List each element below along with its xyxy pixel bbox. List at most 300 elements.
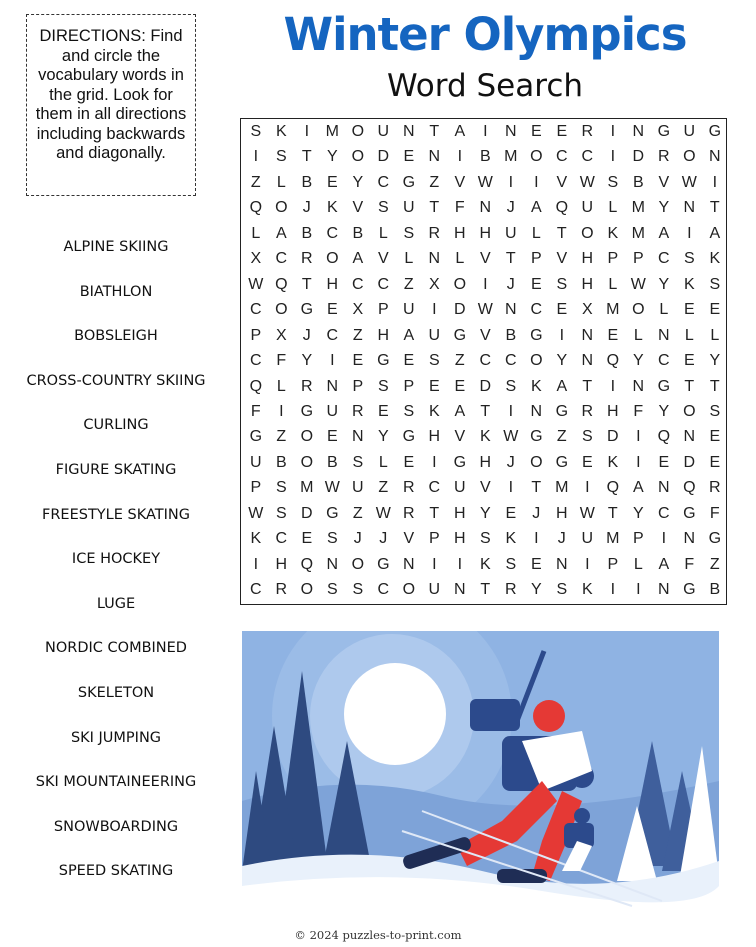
grid-row	[241, 501, 726, 527]
grid-letter: L	[378, 224, 388, 242]
grid-letter: M	[606, 301, 620, 319]
grid-letter: N	[530, 402, 543, 420]
grid-letter: H	[428, 428, 441, 446]
grid-letter: N	[326, 377, 339, 395]
grid-letter: N	[683, 199, 696, 217]
grid-letter: N	[581, 352, 594, 370]
grid-letter: L	[710, 326, 720, 344]
grid-letter: E	[326, 428, 338, 446]
grid-letter: I	[253, 148, 259, 166]
grid-letter: Z	[276, 428, 287, 446]
grid-letter: B	[479, 148, 491, 166]
grid-letter: I	[483, 275, 488, 293]
grid-letter: I	[610, 148, 616, 166]
grid-letter: V	[454, 428, 466, 446]
grid-letter: I	[585, 555, 590, 573]
grid-letter: F	[276, 352, 287, 370]
grid-letter: Z	[352, 504, 363, 522]
grid-letter: G	[708, 123, 722, 140]
grid-letter: F	[250, 402, 261, 420]
grid-letter: C	[275, 530, 288, 548]
grid-letter: I	[610, 377, 616, 395]
grid-letter: U	[428, 581, 441, 599]
grid-letter: C	[275, 250, 288, 268]
grid-letter: V	[658, 173, 670, 191]
grid-letter: O	[351, 123, 365, 140]
grid-letter: A	[454, 123, 466, 140]
grid-letter: S	[377, 377, 389, 395]
grid-letter: V	[479, 479, 491, 497]
grid-letter: S	[683, 250, 695, 268]
grid-letter: V	[556, 173, 568, 191]
grid-letter: I	[585, 479, 590, 497]
grid-letter: Z	[352, 326, 363, 344]
word-list-item: FIGURE SKATING	[55, 461, 177, 478]
grid-letter: C	[250, 352, 262, 370]
grid-letter: K	[479, 428, 491, 446]
grid-letter: U	[352, 479, 364, 497]
grid-letter: E	[530, 275, 542, 293]
grid-letter: L	[455, 250, 465, 268]
grid-letter: R	[581, 123, 594, 140]
grid-letter: T	[556, 224, 567, 242]
grid-letter: R	[301, 250, 313, 268]
grid-letter: E	[403, 148, 415, 166]
grid-letter: H	[454, 530, 466, 548]
grid-letter: P	[250, 479, 262, 497]
grid-letter: M	[300, 479, 314, 497]
grid-letter: I	[712, 173, 718, 191]
grid-letter: Y	[301, 352, 313, 370]
grid-row	[241, 144, 726, 170]
grid-letter: R	[658, 148, 670, 166]
grid-letter: I	[636, 453, 641, 471]
grid-letter: J	[302, 326, 311, 344]
grid-letter: N	[658, 581, 670, 599]
grid-letter: Y	[352, 173, 364, 191]
grid-letter: G	[555, 402, 569, 420]
grid-letter: L	[684, 326, 694, 344]
grid-letter: L	[276, 173, 286, 191]
grid-letter: Q	[275, 275, 288, 293]
grid-letter: U	[326, 402, 339, 420]
grid-letter: G	[683, 581, 696, 599]
grid-letter: N	[326, 555, 339, 573]
word-list-item: FREESTYLE SKATING	[42, 506, 190, 523]
grid-letter: G	[377, 555, 390, 573]
grid-letter: A	[658, 555, 670, 573]
grid-letter: S	[709, 402, 721, 420]
grid-letter: H	[326, 275, 339, 293]
grid-row	[241, 246, 726, 272]
grid-letter: O	[683, 402, 696, 420]
grid-letter: H	[454, 504, 466, 522]
grid-letter: S	[275, 148, 287, 166]
grid-letter: R	[403, 479, 415, 497]
grid-letter: P	[607, 555, 619, 573]
grid-letter: K	[275, 123, 287, 140]
grid-letter: E	[530, 123, 542, 140]
grid-letter: E	[709, 453, 721, 471]
grid-letter: G	[657, 377, 671, 395]
grid-letter: S	[352, 453, 364, 471]
grid-letter: R	[403, 504, 415, 522]
grid-letter: R	[581, 402, 594, 420]
directions-text: DIRECTIONS: Find and circle the vocabulary words in the grid. Look for them in all directions including backwards and diagonally.	[35, 27, 187, 162]
grid-letter: N	[403, 555, 415, 573]
grid-letter: O	[300, 428, 314, 446]
word-list-item: SKELETON	[77, 684, 155, 701]
grid-letter: C	[326, 326, 339, 344]
grid-letter: P	[250, 326, 262, 344]
grid-letter: K	[479, 555, 491, 573]
grid-letter: I	[534, 530, 539, 548]
grid-letter: U	[454, 479, 466, 497]
grid-letter: S	[275, 504, 287, 522]
grid-letter: G	[249, 428, 263, 446]
grid-letter: O	[530, 148, 543, 166]
grid-letter: I	[483, 123, 488, 140]
grid-row	[241, 399, 726, 425]
grid-letter: I	[508, 479, 514, 497]
grid-letter: P	[632, 530, 644, 548]
grid-letter: S	[326, 530, 338, 548]
grid-letter: N	[403, 123, 415, 140]
grid-letter: O	[300, 581, 314, 599]
grid-letter: C	[250, 581, 262, 599]
grid-letter: J	[302, 199, 311, 217]
grid-letter: C	[377, 581, 390, 599]
grid-letter: B	[301, 173, 313, 191]
grid-letter: S	[403, 402, 415, 420]
grid-letter: S	[479, 530, 491, 548]
grid-letter: L	[659, 301, 669, 319]
grid-letter: D	[607, 428, 619, 446]
grid-letter: I	[432, 301, 437, 319]
grid-letter: S	[377, 199, 389, 217]
grid-letter: Y	[326, 148, 338, 166]
directions-box	[26, 14, 196, 196]
grid-letter: U	[505, 224, 517, 242]
grid-row	[241, 475, 726, 501]
word-list	[0, 225, 232, 894]
grid-letter: V	[352, 199, 364, 217]
grid-letter: L	[378, 453, 388, 471]
grid-letter: B	[301, 224, 313, 242]
grid-letter: P	[403, 377, 415, 395]
grid-letter: T	[429, 123, 440, 140]
word-list-item: SKI MOUNTAINEERING	[35, 774, 197, 791]
grid-letter: T	[684, 377, 695, 395]
grid-letter: D	[301, 504, 313, 522]
grid-row	[241, 297, 726, 323]
grid-letter: O	[530, 453, 543, 471]
grid-letter: O	[351, 148, 365, 166]
grid-row	[241, 119, 726, 145]
grid-letter: W	[681, 173, 697, 191]
grid-letter: U	[403, 199, 415, 217]
grid-letter: C	[658, 352, 670, 370]
word-list-item: ICE HOCKEY	[71, 551, 161, 568]
grid-letter: I	[457, 148, 463, 166]
grid-letter: L	[633, 555, 643, 573]
grid-letter: T	[505, 250, 516, 268]
grid-letter: I	[636, 428, 641, 446]
grid-row	[241, 577, 726, 603]
grid-letter: C	[658, 250, 670, 268]
grid-letter: Q	[249, 377, 263, 395]
grid-letter: H	[479, 453, 492, 471]
grid-letter: W	[477, 301, 493, 319]
grid-letter: T	[582, 377, 593, 395]
grid-letter: S	[505, 377, 517, 395]
grid-letter: J	[557, 530, 566, 548]
grid-letter: Q	[606, 352, 620, 370]
grid-letter: N	[479, 199, 492, 217]
grid-letter: H	[275, 555, 288, 573]
grid-letter: L	[608, 199, 618, 217]
grid-letter: S	[709, 275, 721, 293]
grid-letter: O	[300, 453, 314, 471]
grid-letter: W	[477, 173, 493, 191]
grid-letter: E	[377, 402, 389, 420]
grid-letter: G	[453, 453, 467, 471]
grid-letter: L	[404, 250, 414, 268]
biathlon-skier-illustration	[242, 631, 719, 916]
grid-letter: C	[326, 224, 339, 242]
grid-letter: X	[275, 326, 287, 344]
grid-letter: N	[428, 148, 441, 166]
grid-letter: P	[377, 301, 389, 319]
grid-letter: B	[505, 326, 517, 344]
grid-letter: W	[503, 428, 519, 446]
grid-letter: H	[581, 250, 594, 268]
grid-letter: I	[457, 555, 463, 573]
grid-letter: A	[658, 224, 670, 242]
grid-letter: G	[453, 326, 467, 344]
grid-letter: W	[248, 275, 264, 293]
grid-letter: K	[607, 224, 619, 242]
grid-letter: Y	[658, 402, 670, 420]
grid-row	[241, 348, 726, 374]
grid-letter: I	[636, 581, 641, 599]
grid-letter: A	[403, 326, 415, 344]
grid-letter: O	[581, 224, 594, 242]
grid-letter: K	[326, 199, 338, 217]
grid-letter: E	[403, 352, 415, 370]
grid-letter: N	[505, 301, 517, 319]
word-list-item: BOBSLEIGH	[74, 328, 158, 345]
grid-letter: R	[709, 479, 721, 497]
grid-letter: A	[632, 479, 644, 497]
grid-letter: I	[661, 530, 667, 548]
grid-letter: T	[709, 377, 720, 395]
grid-letter: S	[275, 479, 287, 497]
grid-letter: C	[479, 352, 492, 370]
grid-letter: D	[377, 148, 390, 166]
grid-letter: N	[581, 326, 594, 344]
grid-letter: S	[352, 581, 364, 599]
page-title: Winter Olympics	[283, 8, 687, 61]
grid-letter: C	[352, 275, 364, 293]
grid-letter: I	[559, 326, 565, 344]
grid-letter: S	[556, 275, 568, 293]
grid-letter: G	[402, 173, 416, 191]
grid-letter: N	[632, 377, 645, 395]
moon-icon	[344, 663, 446, 765]
grid-letter: I	[610, 581, 616, 599]
grid-letter: W	[579, 173, 595, 191]
grid-letter: P	[632, 250, 644, 268]
grid-letter: N	[683, 530, 696, 548]
grid-row	[241, 552, 726, 578]
grid-letter: E	[530, 555, 542, 573]
grid-letter: V	[479, 250, 491, 268]
grid-letter: N	[428, 250, 441, 268]
grid-letter: Y	[632, 504, 644, 522]
grid-letter: W	[248, 504, 264, 522]
grid-letter: P	[607, 250, 619, 268]
grid-row	[241, 272, 726, 298]
grid-letter: K	[530, 377, 542, 395]
grid-letter: V	[479, 326, 491, 344]
page-subtitle: Word Search	[386, 68, 584, 104]
grid-letter: A	[275, 224, 287, 242]
grid-letter: Q	[683, 479, 696, 497]
grid-letter: O	[530, 352, 543, 370]
word-list-item: BIATHLON	[79, 283, 153, 300]
grid-letter: E	[556, 301, 568, 319]
grid-letter: K	[683, 275, 695, 293]
grid-letter: J	[506, 453, 515, 471]
grid-letter: U	[581, 199, 594, 217]
word-search-grid	[240, 118, 727, 605]
grid-letter: N	[658, 479, 670, 497]
grid-row	[241, 170, 726, 196]
grid-letter: I	[253, 555, 259, 573]
grid-letter: M	[325, 123, 339, 140]
grid-letter: M	[504, 148, 518, 166]
grid-letter: C	[428, 479, 441, 497]
grid-letter: W	[375, 504, 391, 522]
grid-letter: Z	[403, 275, 414, 293]
grid-letter: F	[633, 402, 644, 420]
grid-letter: Z	[454, 352, 465, 370]
grid-letter: X	[581, 301, 593, 319]
grid-letter: N	[658, 326, 670, 344]
grid-letter: Q	[606, 479, 620, 497]
grid-letter: L	[251, 224, 261, 242]
grid-letter: E	[352, 352, 364, 370]
grid-letter: T	[429, 504, 440, 522]
grid-letter: U	[428, 326, 441, 344]
grid-letter: F	[684, 555, 695, 573]
grid-letter: N	[454, 581, 466, 599]
grid-letter: I	[610, 123, 616, 140]
grid-letter: Y	[530, 581, 542, 599]
grid-letter: N	[505, 123, 517, 140]
grid-row	[241, 424, 726, 450]
grid-letter: U	[581, 530, 594, 548]
grid-row	[241, 450, 726, 476]
grid-letter: S	[250, 123, 262, 140]
grid-letter: K	[709, 250, 721, 268]
word-list-item: SNOWBOARDING	[53, 818, 179, 835]
footer-copyright: © 2024 puzzles-to-print.com	[294, 928, 462, 942]
grid-letter: G	[300, 301, 314, 319]
grid-letter: G	[683, 504, 696, 522]
grid-letter: E	[581, 453, 593, 471]
grid-letter: M	[631, 199, 645, 217]
grid-letter: Q	[300, 555, 314, 573]
grid-row	[241, 374, 726, 400]
grid-letter: Z	[250, 173, 261, 191]
grid-letter: N	[683, 428, 696, 446]
grid-letter: J	[506, 199, 515, 217]
grid-letter: T	[531, 479, 542, 497]
word-list-item: ALPINE SKIING	[63, 239, 169, 255]
grid-letter: B	[709, 581, 721, 599]
grid-letter: G	[530, 428, 543, 446]
grid-letter: L	[531, 224, 541, 242]
grid-letter: A	[352, 250, 364, 268]
grid-letter: H	[556, 504, 568, 522]
grid-letter: G	[657, 123, 671, 140]
grid-letter: Y	[479, 504, 491, 522]
word-list-item: NORDIC COMBINED	[45, 640, 187, 657]
grid-letter: N	[556, 555, 568, 573]
grid-letter: S	[326, 581, 338, 599]
grid-row	[241, 221, 726, 247]
grid-letter: K	[581, 581, 593, 599]
grid-letter: D	[454, 301, 466, 319]
grid-letter: T	[301, 275, 312, 293]
grid-letter: F	[709, 504, 720, 522]
grid-letter: E	[505, 504, 517, 522]
grid-letter: C	[377, 275, 390, 293]
grid-letter: E	[607, 326, 619, 344]
grid-letter: A	[556, 377, 568, 395]
grid-letter: P	[530, 250, 542, 268]
grid-letter: E	[683, 301, 695, 319]
word-list-item: SPEED SKATING	[58, 863, 174, 880]
grid-letter: E	[454, 377, 466, 395]
grid-letter: R	[428, 224, 441, 242]
grid-letter: T	[301, 148, 312, 166]
grid-letter: T	[709, 199, 720, 217]
grid-letter: P	[352, 377, 364, 395]
grid-letter: A	[454, 402, 466, 420]
grid-letter: U	[403, 301, 415, 319]
grid-letter: I	[432, 453, 437, 471]
grid-letter: D	[683, 453, 696, 471]
grid-letter: Q	[249, 199, 263, 217]
grid-letter: W	[579, 504, 595, 522]
grid-letter: M	[631, 224, 645, 242]
grid-row	[241, 195, 726, 221]
grid-letter: F	[454, 199, 465, 217]
grid-letter: E	[709, 428, 721, 446]
grid-letter: M	[555, 479, 569, 497]
grid-letter: S	[607, 173, 619, 191]
grid-letter: U	[377, 123, 390, 140]
grid-letter: G	[402, 428, 416, 446]
grid-letter: N	[709, 148, 721, 166]
grid-letter: Q	[657, 428, 671, 446]
grid-letter: Z	[378, 479, 389, 497]
grid-letter: X	[250, 250, 262, 268]
grid-letter: W	[630, 275, 646, 293]
